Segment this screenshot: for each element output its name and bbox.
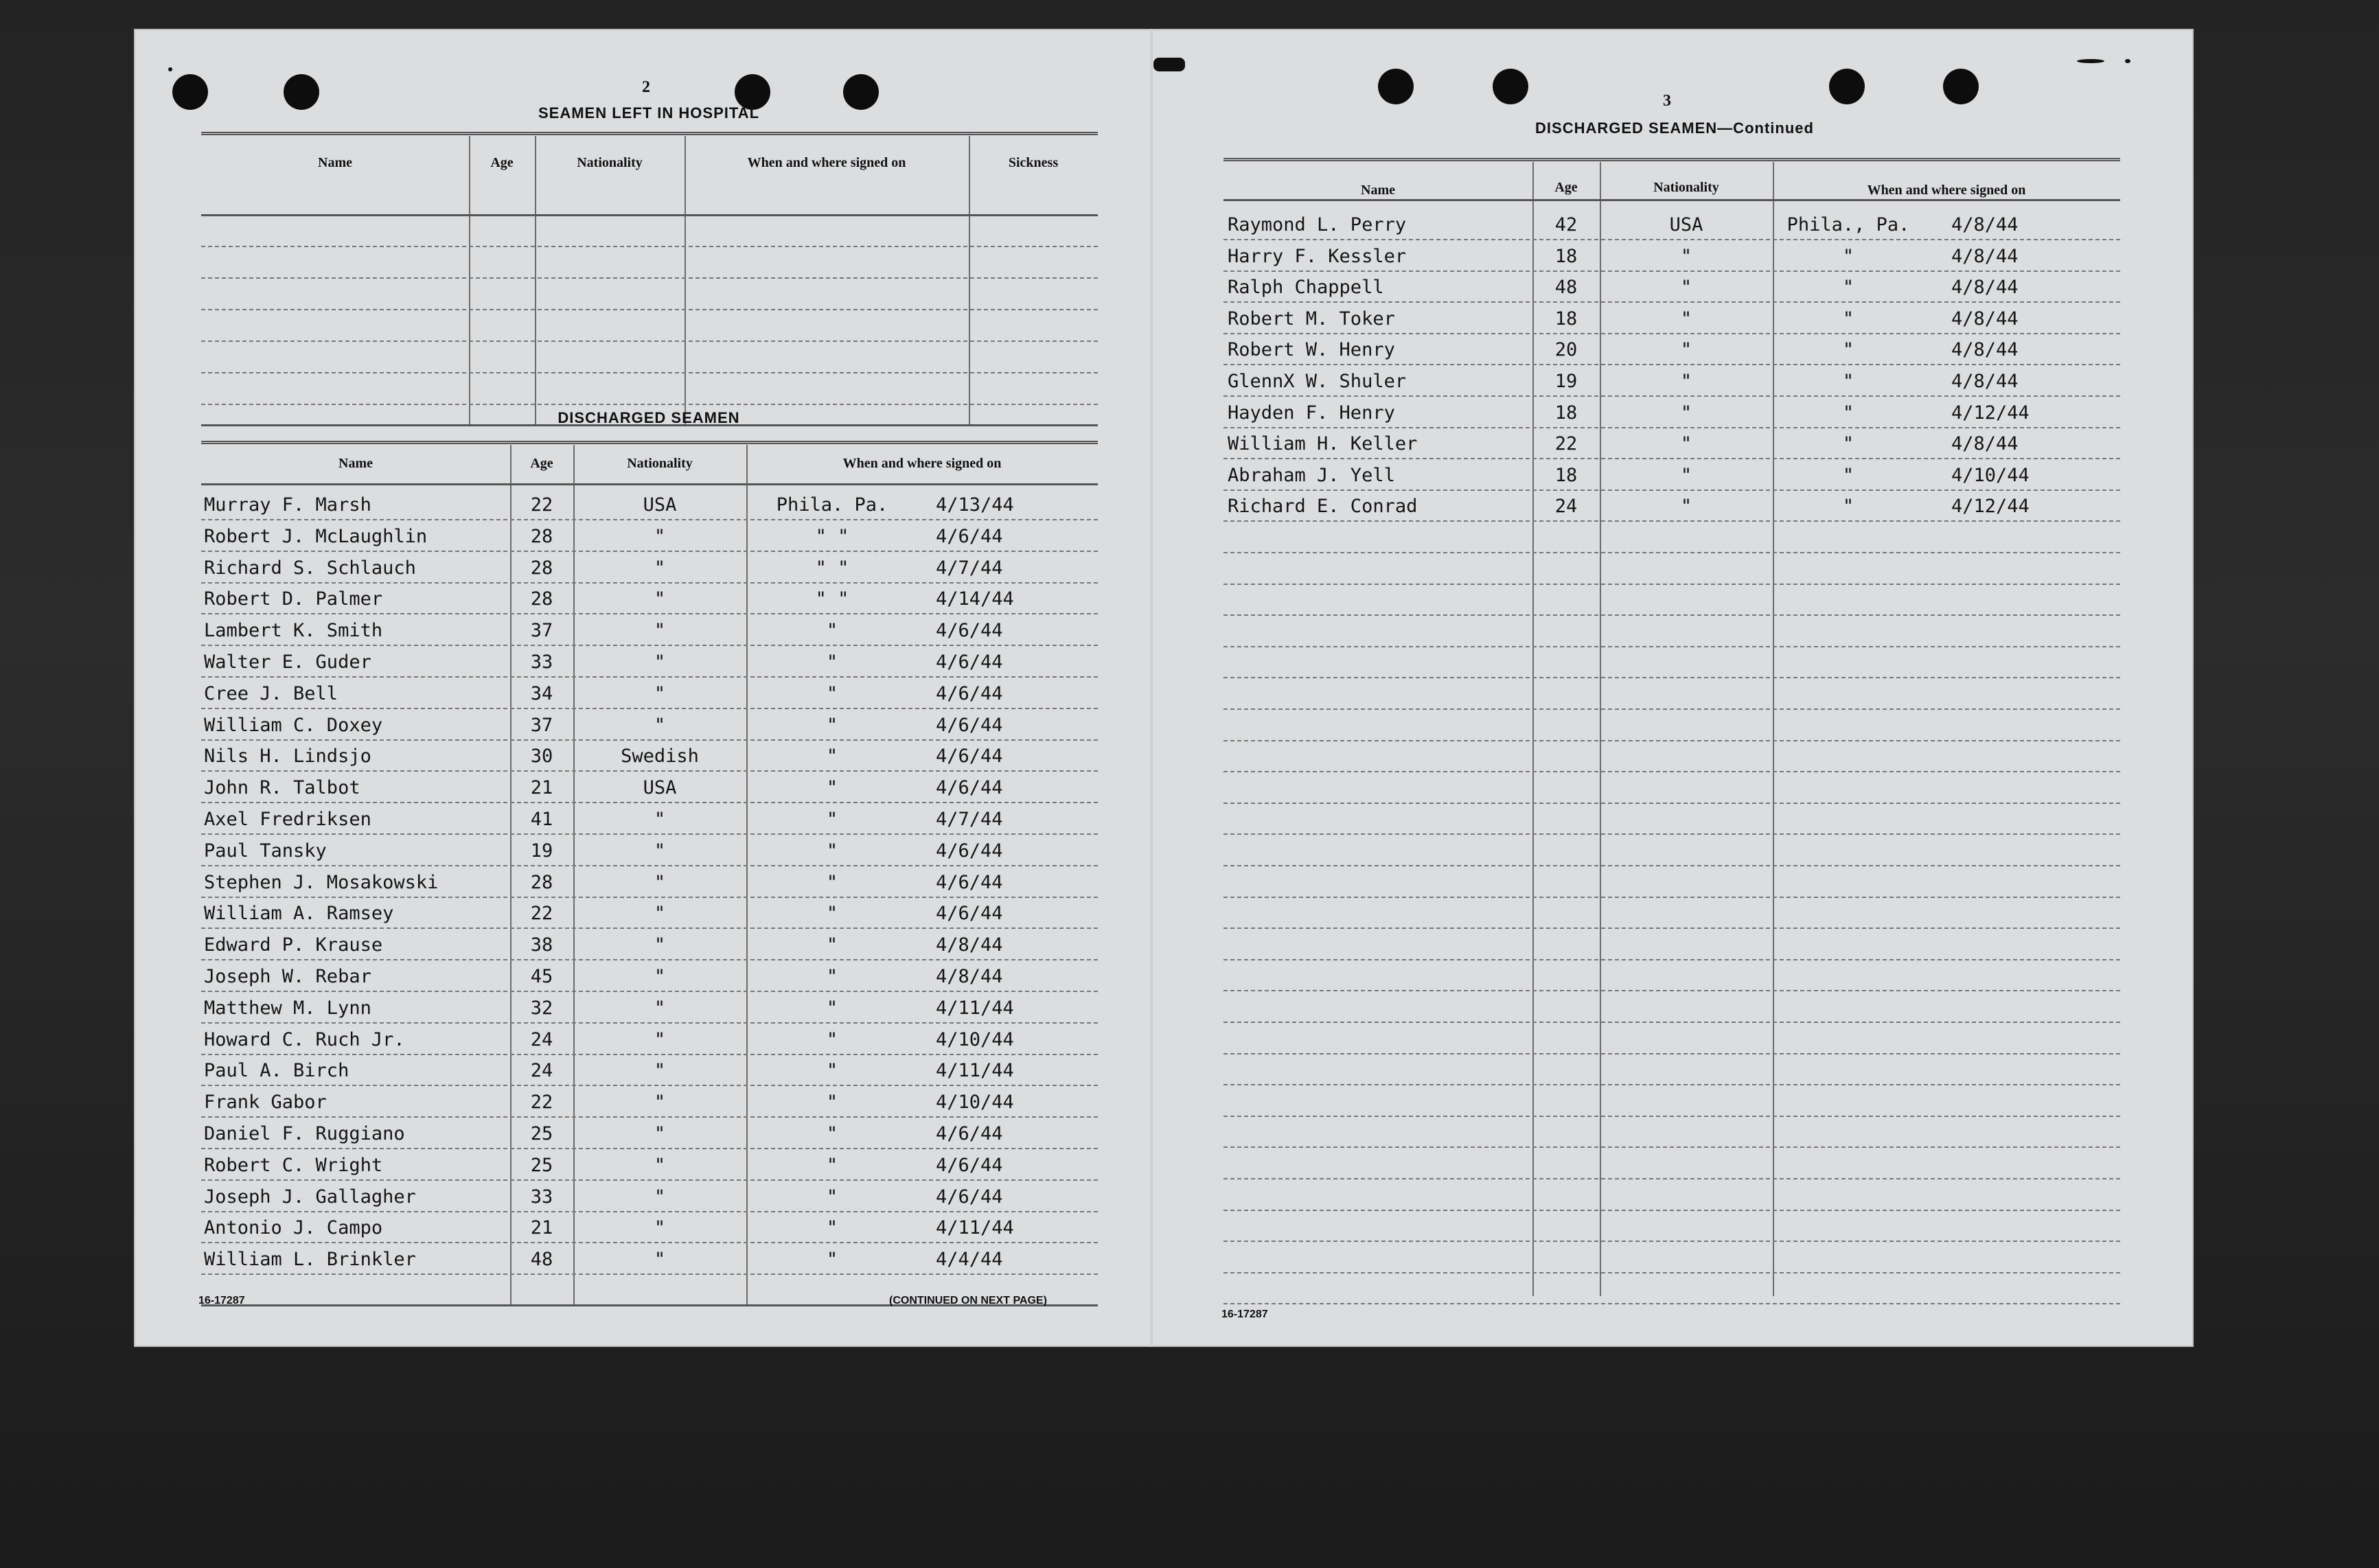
row-rule [1223, 1146, 2120, 1148]
signed-on-date: 4/6/44 [936, 525, 1003, 547]
seaman-nationality: USA [643, 777, 677, 799]
table-top-rule [1223, 158, 2120, 161]
seaman-age: 24 [530, 1028, 553, 1050]
signed-on-date: 4/8/44 [1951, 245, 2019, 267]
seaman-name: William A. Ramsey [204, 903, 394, 925]
row-rule [201, 519, 1098, 520]
seaman-name: William H. Keller [1228, 433, 1418, 455]
seaman-name: Howard C. Ruch Jr. [204, 1028, 405, 1050]
seaman-nationality: " [654, 714, 666, 736]
seaman-nationality: " [1680, 308, 1692, 330]
row-rule [1223, 1178, 2120, 1179]
row-rule [1223, 897, 2120, 898]
seaman-name: Stephen J. Mosakowski [204, 871, 439, 893]
seaman-nationality: " [654, 1249, 666, 1271]
seaman-nationality: USA [1669, 214, 1703, 235]
seaman-nationality: " [654, 620, 666, 642]
row-rule [201, 833, 1098, 835]
discharged-section-title: DISCHARGED SEAMEN [558, 409, 740, 426]
row-rule [1223, 364, 2120, 365]
seaman-age: 25 [530, 1123, 553, 1144]
row-rule [201, 404, 1098, 405]
signed-on-date: 4/10/44 [1951, 464, 2030, 486]
hospital-section-title: SEAMEN LEFT IN HOSPITAL [538, 104, 760, 122]
seaman-name: Walter E. Guder [204, 652, 371, 673]
signed-on-date: 4/10/44 [936, 1092, 1014, 1114]
row-rule [201, 582, 1098, 584]
row-rule [1223, 677, 2120, 678]
signed-on-date: 4/6/44 [936, 1123, 1003, 1144]
seaman-nationality: " [654, 966, 666, 987]
row-rule [201, 897, 1098, 898]
signed-on-date: 4/8/44 [1951, 214, 2019, 235]
column-divider [535, 136, 536, 424]
form-number: 16-17287 [198, 1295, 245, 1306]
seaman-nationality: USA [643, 494, 677, 516]
row-rule [1223, 771, 2120, 772]
seaman-age: 22 [530, 903, 553, 925]
seaman-name: Joseph J. Gallagher [204, 1186, 416, 1208]
col-header-age: Age [490, 155, 514, 170]
row-rule [201, 959, 1098, 960]
seaman-age: 48 [530, 1249, 553, 1271]
seaman-age: 24 [530, 1060, 553, 1082]
col-header-name: Name [1361, 183, 1395, 198]
seaman-nationality: " [1680, 496, 1692, 518]
seaman-age: 28 [530, 557, 553, 579]
signed-on-place: " [1842, 496, 1854, 518]
seaman-nationality: " [654, 557, 666, 579]
row-rule [1223, 803, 2120, 804]
signed-on-place: " " [815, 525, 849, 547]
seaman-name: GlennX W. Shuler [1228, 371, 1407, 392]
row-rule [201, 214, 1098, 216]
signed-on-place: Phila., Pa. [1786, 214, 1910, 235]
signed-on-place: " " [815, 588, 849, 610]
seaman-age: 28 [530, 525, 553, 547]
seaman-name: Robert J. McLaughlin [204, 525, 428, 547]
signed-on-place: " " [815, 557, 849, 579]
seaman-name: Paul A. Birch [204, 1060, 349, 1082]
row-rule [201, 739, 1098, 741]
row-rule [201, 676, 1098, 678]
row-rule [1223, 239, 2120, 240]
row-rule [1223, 427, 2120, 428]
discharged-continued-table [1223, 158, 2120, 1298]
row-rule [1223, 1210, 2120, 1211]
document-sheet [134, 29, 2194, 1347]
signed-on-date: 4/11/44 [936, 1217, 1014, 1239]
seaman-name: Raymond L. Perry [1228, 214, 1407, 235]
page-number: 2 [642, 78, 650, 96]
seaman-nationality: " [654, 997, 666, 1019]
signed-on-date: 4/8/44 [936, 966, 1003, 987]
seaman-age: 18 [1554, 245, 1578, 267]
seaman-name: William L. Brinkler [204, 1249, 416, 1271]
signed-on-date: 4/11/44 [936, 997, 1014, 1019]
seaman-name: Murray F. Marsh [204, 494, 371, 516]
page-number: 3 [1663, 92, 1671, 110]
seaman-name: Richard E. Conrad [1228, 496, 1418, 518]
row-rule [1223, 552, 2120, 553]
signed-on-date: 4/11/44 [936, 1060, 1014, 1082]
col-header-nationality: Nationality [627, 456, 693, 471]
signed-on-place: " [1842, 277, 1854, 299]
signed-on-place: " [1842, 433, 1854, 455]
row-rule [1223, 927, 2120, 929]
signed-on-place: " [1842, 464, 1854, 486]
seaman-nationality: " [654, 1154, 666, 1176]
row-rule [1223, 270, 2120, 272]
seaman-name: Edward P. Krause [204, 934, 383, 956]
seaman-name: Harry F. Kessler [1228, 245, 1407, 267]
seaman-nationality: " [654, 1217, 666, 1239]
signed-on-place: " [1842, 308, 1854, 330]
seaman-nationality: " [1680, 402, 1692, 424]
seaman-age: 21 [530, 777, 553, 799]
row-rule [201, 1085, 1098, 1086]
seaman-name: Daniel F. Ruggiano [204, 1123, 405, 1144]
seaman-age: 41 [530, 809, 553, 830]
signed-on-date: 4/6/44 [936, 714, 1003, 736]
signed-on-date: 4/6/44 [936, 746, 1003, 768]
row-rule [201, 802, 1098, 803]
seaman-nationality: " [654, 840, 666, 862]
row-rule [201, 1179, 1098, 1181]
row-rule [201, 483, 1098, 485]
right-page [1153, 29, 2194, 1347]
seaman-age: 33 [530, 652, 553, 673]
signed-on-place: " [826, 777, 838, 799]
signed-on-place: Phila. Pa. [776, 494, 888, 516]
seaman-nationality: " [654, 682, 666, 704]
seaman-nationality: " [654, 1028, 666, 1050]
seaman-nationality: " [654, 652, 666, 673]
seaman-name: Robert C. Wright [204, 1154, 383, 1176]
row-rule [201, 246, 1098, 247]
seaman-age: 38 [530, 934, 553, 956]
signed-on-place: " [826, 934, 838, 956]
right-section-title: DISCHARGED SEAMEN—Continued [1535, 119, 1814, 137]
seaman-age: 28 [530, 588, 553, 610]
row-rule [201, 1148, 1098, 1149]
signed-on-date: 4/14/44 [936, 588, 1014, 610]
seaman-name: Matthew M. Lynn [204, 997, 371, 1019]
left-page [134, 29, 1150, 1347]
col-header-sickness: Sickness [1008, 155, 1059, 170]
row-rule [1223, 395, 2120, 397]
seaman-name: Axel Fredriksen [204, 809, 371, 830]
continued-note: (CONTINUED ON NEXT PAGE) [889, 1295, 1047, 1306]
row-rule [1223, 1303, 2120, 1304]
signed-on-date: 4/8/44 [1951, 433, 2019, 455]
row-rule [1223, 1053, 2120, 1054]
row-rule [201, 341, 1098, 342]
seaman-age: 33 [530, 1186, 553, 1208]
seaman-name: Ralph Chappell [1228, 277, 1384, 299]
row-rule [1223, 458, 2120, 459]
row-rule [201, 645, 1098, 646]
signed-on-place: " [826, 1092, 838, 1114]
seaman-age: 22 [530, 494, 553, 516]
signed-on-place: " [826, 1217, 838, 1239]
seaman-name: Paul Tansky [204, 840, 327, 862]
col-header-nationality: Nationality [1653, 180, 1719, 195]
column-divider [469, 136, 470, 424]
signed-on-place: " [826, 966, 838, 987]
signed-on-place: " [826, 1123, 838, 1144]
seaman-nationality: " [654, 934, 666, 956]
signed-on-date: 4/6/44 [936, 1154, 1003, 1176]
col-header-signed-on: When and where signed on [1867, 183, 2026, 198]
column-divider [685, 136, 686, 424]
seaman-nationality: Swedish [621, 746, 699, 768]
signed-on-date: 4/8/44 [1951, 339, 2019, 361]
row-rule [1223, 1084, 2120, 1085]
signed-on-place: " [826, 840, 838, 862]
signed-on-place: " [826, 682, 838, 704]
column-divider [1600, 162, 1601, 1296]
signed-on-date: 4/8/44 [1951, 277, 2019, 299]
signed-on-date: 4/6/44 [936, 682, 1003, 704]
row-rule [1223, 740, 2120, 741]
seaman-age: 25 [530, 1154, 553, 1176]
col-header-signed-on: When and where signed on [747, 155, 906, 170]
seaman-nationality: " [1680, 464, 1692, 486]
seaman-name: Richard S. Schlauch [204, 557, 416, 579]
col-header-nationality: Nationality [577, 155, 643, 170]
signed-on-place: " [1842, 402, 1854, 424]
signed-on-date: 4/7/44 [936, 809, 1003, 830]
col-header-name: Name [338, 456, 373, 471]
row-rule [201, 1242, 1098, 1243]
row-rule [201, 372, 1098, 373]
row-rule [201, 991, 1098, 992]
hospital-table [201, 132, 1098, 427]
seaman-name: Robert D. Palmer [204, 588, 383, 610]
signed-on-place: " [826, 809, 838, 830]
signed-on-date: 4/10/44 [936, 1028, 1014, 1050]
seaman-age: 30 [530, 746, 553, 768]
seaman-age: 37 [530, 714, 553, 736]
seaman-name: Frank Gabor [204, 1092, 327, 1114]
seaman-nationality: " [654, 1092, 666, 1114]
seaman-name: Lambert K. Smith [204, 620, 383, 642]
seaman-nationality: " [654, 1060, 666, 1082]
seaman-age: 18 [1554, 308, 1578, 330]
seaman-age: 28 [530, 871, 553, 893]
signed-on-place: " [826, 871, 838, 893]
seaman-nationality: " [1680, 245, 1692, 267]
table-top-rule [201, 132, 1098, 135]
seaman-nationality: " [1680, 433, 1692, 455]
seaman-name: Robert W. Henry [1228, 339, 1395, 361]
col-header-age: Age [530, 456, 553, 471]
signed-on-date: 4/12/44 [1951, 496, 2030, 518]
signed-on-place: " [1842, 339, 1854, 361]
row-rule [201, 1022, 1098, 1024]
row-rule [1223, 1272, 2120, 1273]
signed-on-place: " [1842, 371, 1854, 392]
row-rule [201, 1273, 1098, 1275]
seaman-nationality: " [1680, 277, 1692, 299]
row-rule [201, 927, 1098, 929]
signed-on-date: 4/13/44 [936, 494, 1014, 516]
row-rule [201, 708, 1098, 709]
row-rule [1223, 584, 2120, 585]
seaman-age: 19 [530, 840, 553, 862]
seaman-age: 48 [1554, 277, 1578, 299]
signed-on-date: 4/12/44 [1951, 402, 2030, 424]
seaman-age: 18 [1554, 402, 1578, 424]
signed-on-date: 4/6/44 [936, 871, 1003, 893]
row-rule [1223, 614, 2120, 616]
row-rule [1223, 301, 2120, 303]
column-divider [1532, 162, 1534, 1296]
row-rule [1223, 646, 2120, 647]
seaman-name: Hayden F. Henry [1228, 402, 1395, 424]
row-rule [1223, 959, 2120, 960]
seaman-age: 32 [530, 997, 553, 1019]
seaman-nationality: " [654, 588, 666, 610]
row-rule [1223, 833, 2120, 835]
seaman-nationality: " [654, 525, 666, 547]
seaman-nationality: " [654, 1123, 666, 1144]
seaman-nationality: " [1680, 371, 1692, 392]
row-rule [201, 613, 1098, 614]
row-rule [1223, 1241, 2120, 1242]
seaman-name: William C. Doxey [204, 714, 383, 736]
seaman-age: 18 [1554, 464, 1578, 486]
signed-on-place: " [1842, 245, 1854, 267]
signed-on-date: 4/8/44 [936, 934, 1003, 956]
seaman-name: Abraham J. Yell [1228, 464, 1395, 486]
row-rule [1223, 333, 2120, 334]
row-rule [1223, 990, 2120, 991]
column-divider [969, 136, 970, 424]
seaman-age: 42 [1554, 214, 1578, 235]
signed-on-date: 4/8/44 [1951, 371, 2019, 392]
seaman-age: 20 [1554, 339, 1578, 361]
signed-on-date: 4/6/44 [936, 652, 1003, 673]
seaman-name: John R. Talbot [204, 777, 360, 799]
column-divider [1773, 162, 1774, 1296]
seaman-age: 22 [530, 1092, 553, 1114]
seaman-name: Joseph W. Rebar [204, 966, 371, 987]
seaman-name: Antonio J. Campo [204, 1217, 383, 1239]
seaman-age: 22 [1554, 433, 1578, 455]
signed-on-place: " [826, 1249, 838, 1271]
signed-on-place: " [826, 746, 838, 768]
seaman-age: 34 [530, 682, 553, 704]
row-rule [1223, 865, 2120, 866]
seaman-age: 21 [530, 1217, 553, 1239]
col-header-signed-on: When and where signed on [842, 456, 1002, 471]
seaman-age: 24 [1554, 496, 1578, 518]
table-top-rule [201, 441, 1098, 444]
signed-on-date: 4/7/44 [936, 557, 1003, 579]
signed-on-place: " [826, 997, 838, 1019]
col-header-age: Age [1554, 180, 1578, 195]
row-rule [1223, 520, 2120, 522]
row-rule [1223, 708, 2120, 710]
signed-on-date: 4/6/44 [936, 620, 1003, 642]
signed-on-place: " [826, 1060, 838, 1082]
row-rule [1223, 1022, 2120, 1023]
row-rule [201, 1054, 1098, 1055]
row-rule [1223, 489, 2120, 491]
signed-on-place: " [826, 652, 838, 673]
signed-on-place: " [826, 1028, 838, 1050]
seaman-nationality: " [654, 871, 666, 893]
signed-on-place: " [826, 1154, 838, 1176]
signed-on-date: 4/4/44 [936, 1249, 1003, 1271]
row-rule [201, 551, 1098, 552]
row-rule [1223, 199, 2120, 201]
signed-on-place: " [826, 903, 838, 925]
signed-on-date: 4/8/44 [1951, 308, 2019, 330]
seaman-nationality: " [654, 1186, 666, 1208]
signed-on-place: " [826, 1186, 838, 1208]
row-rule [201, 865, 1098, 866]
row-rule [1223, 1116, 2120, 1117]
row-rule [201, 1116, 1098, 1118]
seaman-name: Robert M. Toker [1228, 308, 1395, 330]
seaman-nationality: " [654, 903, 666, 925]
seaman-name: Cree J. Bell [204, 682, 338, 704]
row-rule [201, 770, 1098, 772]
seaman-age: 19 [1554, 371, 1578, 392]
signed-on-date: 4/6/44 [936, 840, 1003, 862]
row-rule [201, 1211, 1098, 1212]
seaman-age: 37 [530, 620, 553, 642]
seaman-nationality: " [654, 809, 666, 830]
seaman-age: 45 [530, 966, 553, 987]
signed-on-place: " [826, 714, 838, 736]
form-number: 16-17287 [1221, 1308, 1268, 1320]
seaman-name: Nils H. Lindsjo [204, 746, 371, 768]
col-header-name: Name [318, 155, 352, 170]
row-rule [201, 277, 1098, 279]
signed-on-date: 4/6/44 [936, 903, 1003, 925]
seaman-nationality: " [1680, 339, 1692, 361]
signed-on-date: 4/6/44 [936, 777, 1003, 799]
row-rule [201, 309, 1098, 310]
discharged-table [201, 441, 1098, 1307]
signed-on-place: " [826, 620, 838, 642]
signed-on-date: 4/6/44 [936, 1186, 1003, 1208]
